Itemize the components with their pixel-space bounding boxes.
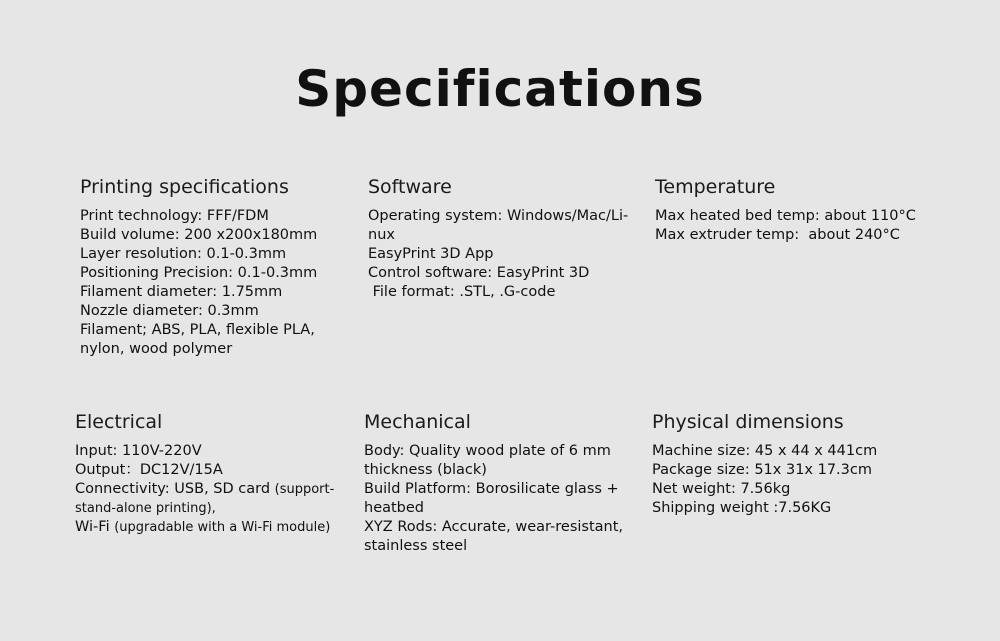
- printing-specifications-heading: Printing specifications: [80, 176, 289, 198]
- spec-line: Nozzle diameter: 0.3mm: [80, 303, 259, 319]
- electrical-section: [75, 411, 360, 537]
- temperature-heading: Temperature: [655, 176, 776, 198]
- mechanical-list: [364, 442, 649, 556]
- page-title: Specifications: [295, 60, 705, 118]
- spec-line: [75, 480, 360, 499]
- spec-line: XYZ Rods: Accurate, wear-resistant,: [364, 519, 624, 535]
- physical-dimensions-list: [652, 442, 952, 518]
- electrical-list: [75, 442, 360, 537]
- spec-line: nylon, wood polymer: [80, 341, 233, 357]
- spec-line: EasyPrint 3D App: [368, 246, 494, 262]
- spec-line: Net weight: 7.56kg: [652, 481, 791, 497]
- physical-dimensions-section: [652, 411, 937, 518]
- spec-line: nux: [368, 227, 395, 243]
- spec-line: Filament diameter: 1.75mm: [80, 284, 283, 300]
- printing-specifications-list: [80, 207, 365, 359]
- spec-line: Package size: 51x 31x 17.3cm: [652, 462, 872, 478]
- physical-dimensions-heading: Physical dimensions: [652, 411, 844, 433]
- wifi-text: Wi-Fi: [75, 519, 110, 535]
- software-list: [368, 207, 653, 302]
- mechanical-heading: Mechanical: [364, 411, 471, 433]
- software-section: [368, 176, 653, 302]
- spec-line: Max heated bed temp: about 110°C: [655, 208, 916, 224]
- spec-line: Shipping weight :7.56KG: [652, 500, 832, 516]
- spec-line: Filament; ABS, PLA, flexible PLA,: [80, 322, 315, 338]
- spec-line: Operating system: Windows/Mac/Li-: [368, 208, 629, 224]
- mechanical-section: [364, 411, 649, 556]
- temperature-section: [655, 176, 940, 245]
- spec-line: Positioning Precision: 0.1-0.3mm: [80, 265, 318, 281]
- spec-line: Build volume: 200 x200x180mm: [80, 227, 318, 243]
- spec-line: Print technology: FFF/FDM: [80, 208, 269, 224]
- spec-line: Control software: EasyPrint 3D: [368, 265, 590, 281]
- spec-line: Output：DC12V/15A: [75, 462, 223, 478]
- wifi-note: (upgradable with a Wi-Fi module): [114, 520, 331, 535]
- spec-line: thickness (black): [364, 462, 487, 478]
- spec-line: Body: Quality wood plate of 6 mm: [364, 443, 611, 459]
- spec-line: Layer resolution: 0.1-0.3mm: [80, 246, 287, 262]
- connectivity-text: Connectivity: USB, SD card: [75, 481, 271, 497]
- spec-line: [75, 518, 360, 537]
- spec-line: Input: 110V-220V: [75, 443, 202, 459]
- spec-line: Max extruder temp: about 240°C: [655, 227, 900, 243]
- software-heading: Software: [368, 176, 452, 198]
- spec-line: Machine size: 45 x 44 x 441cm: [652, 443, 878, 459]
- spec-line: Build Platform: Borosilicate glass +: [364, 481, 619, 497]
- connectivity-note: (support-: [274, 482, 335, 497]
- printing-specifications-section: [80, 176, 365, 359]
- spec-line: File format: .STL, .G-code: [368, 284, 556, 300]
- spec-line: stainless steel: [364, 538, 468, 554]
- spec-line: stand-alone printing),: [75, 501, 216, 516]
- spec-line: heatbed: [364, 500, 425, 516]
- temperature-list: [655, 207, 955, 245]
- electrical-heading: Electrical: [75, 411, 163, 433]
